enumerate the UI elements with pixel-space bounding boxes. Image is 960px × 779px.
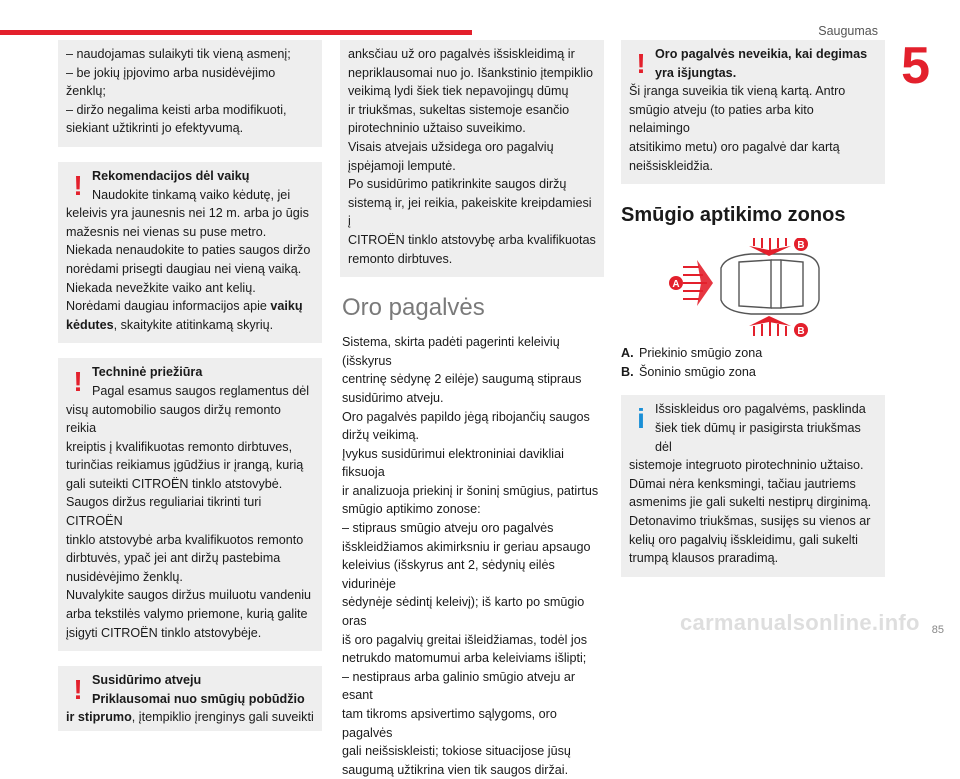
column-left	[58, 40, 322, 746]
text-line: Sistema, skirta padėti pagerinti keleivių (išskyrus	[342, 335, 560, 368]
column-right	[621, 40, 885, 592]
svg-text:B: B	[797, 326, 805, 338]
legend-item: B. Šoninio smūgio zona	[621, 364, 756, 379]
text-line: sistemoje integruoto pirotechninio užtaiso.	[629, 458, 864, 473]
text-line: šiek tiek dūmų ir pasigirsta triukšmas dėl	[655, 420, 861, 454]
text-line: Naudokite tinkamą vaiko kėdutę, jei	[92, 187, 291, 202]
chapter-number: 5	[901, 37, 930, 95]
warning-icon: !	[73, 674, 83, 706]
text-line: Įvykus susidūrimui elektroniniai davikliai fiksuoja	[342, 446, 564, 480]
pretensioner-box	[340, 40, 604, 277]
text-line: sistemą ir, jei reikia, pakeiskite kreipdamiesi į	[348, 195, 592, 229]
text-line: susidūrimo atveju.	[342, 390, 444, 405]
impact-zones-diagram	[621, 238, 885, 338]
side-impact-arrows-bottom	[749, 316, 791, 336]
text-line: įspėjamoji lemputė.	[348, 158, 456, 173]
text-line: nepriklausomai nuo jo. Išankstinio įtempiklio	[348, 65, 594, 80]
text-line: Po susidūrimo patikrinkite saugos diržų	[348, 177, 567, 192]
airbags-heading: Oro pagalvės	[342, 294, 485, 322]
text-line: gali suteikti CITROËN tinklo atstovybė.	[66, 476, 283, 491]
text-line: keleivis yra jaunesnis nei 12 m. arba jo ūgis	[66, 206, 309, 221]
text-line: Detonavimo triukšmas, susijęs su vienos ar	[629, 513, 871, 528]
text-line: ir stiprumo, įtempiklio įrenginys gali suveikti	[66, 710, 314, 725]
text-line: iš oro pagalvių greitai išleidžiamas, todėl jos	[342, 632, 588, 647]
text-line: – be jokių įpjovimo arba nusidėvėjimo ženklų;	[66, 65, 276, 99]
text-line: Išsiskleidus oro pagalvėms, pasklinda	[655, 402, 866, 417]
text-line: – diržo negalima keisti arba modifikuoti,	[66, 102, 287, 117]
text-line: asmenims jie gali sukelti nestiprų dirginimą.	[629, 495, 872, 510]
zone-legend	[621, 344, 885, 381]
svg-text:A: A	[672, 279, 680, 291]
text-line: – nestipraus arba galinio smūgio atveju ar esant	[342, 669, 576, 703]
text-line: centrinę sėdynę 2 eilėje) saugumą stipraus	[342, 372, 582, 387]
text-line: Niekada nenaudokite to paties saugos diržo	[66, 243, 311, 258]
section-title: Saugumas	[818, 24, 878, 38]
text-line: smūgio aptikimo zonose:	[342, 502, 481, 517]
text-line: kreiptis į kvalifikuotas remonto dirbtuves,	[66, 439, 293, 454]
text-line: CITROËN tinklo atstovybę arba kvalifikuotas	[348, 232, 596, 247]
text-line: saugumą užtikrina vien tik saugos diržai.	[342, 762, 569, 777]
text-line: Priklausomai nuo smūgių pobūdžio	[92, 691, 305, 706]
text-line: siekiant užtikrinti jo efektyvumą.	[66, 121, 244, 136]
info-icon: i	[637, 403, 645, 435]
text-line: norėdami prisegti daugiau nei vieną vaiką.	[66, 261, 302, 276]
text-line: Dūmai nėra kenksmingi, tačiau jautriems	[629, 476, 856, 491]
label-b-badge-bottom	[794, 323, 808, 337]
text-line: anksčiau už oro pagalvės išsiskleidimą ir	[348, 47, 575, 61]
text-line: keleivius (išskyrus ant 2, sėdynių eilės vidurinėje	[342, 558, 555, 591]
text-line: Visais atvejais užsidega oro pagalvių	[348, 139, 554, 154]
front-impact-arrows	[683, 260, 713, 306]
header-accent-bar	[0, 30, 472, 35]
text-line: visų automobilio saugos diržų remonto reikia	[66, 402, 281, 436]
text-line: Nuvalykite saugos diržus muiluotu vandeniu	[66, 588, 312, 603]
text-line: Pagal esamus saugos reglamentus dėl	[92, 383, 310, 398]
text-line: sėdynėje sėdintį keleivį); iš karto po smūgio oras	[342, 595, 585, 629]
airbags-body	[340, 333, 604, 779]
text-line: kėdutes, skaitykite atitinkamą skyrių.	[66, 317, 274, 332]
maintenance-warning-box	[58, 358, 322, 651]
text-line: remonto dirbtuves.	[348, 251, 453, 266]
column-middle	[340, 40, 604, 779]
label-b-badge-top	[794, 238, 808, 251]
text-line: netrukdo matomumui arba keleiviams išlipti;	[342, 651, 587, 666]
text-line: diržų veikimą.	[342, 428, 419, 443]
collision-warning-box	[58, 666, 322, 731]
text-line: Niekada nevežkite vaiko ant kelių.	[66, 280, 256, 295]
text-line: gali neišsiskleisti; tokiose situacijose jūsų	[342, 744, 571, 759]
seatbelt-conditions-box	[58, 40, 322, 147]
text-line: nusidėvėjimo ženklų.	[66, 569, 183, 584]
text-line: trumpą klausos praradimą.	[629, 551, 779, 566]
text-line: kelių oro pagalvių išskleidimu, gali sukelti	[629, 532, 858, 547]
text-line: turinčias reikiamus įgūdžius ir įrangą, kurią	[66, 458, 304, 473]
legend-item: A. Priekinio smūgio zona	[621, 346, 763, 361]
text-line: tam tikroms apsivertimo sąlygoms, oro pagalvės	[342, 707, 557, 740]
warning-title: yra išjungtas.	[655, 65, 737, 80]
text-line: atsitikimo metu) oro pagalvė dar kartą	[629, 139, 840, 154]
text-line: veikimą lydi šiek tiek nepavojingų dūmų	[348, 84, 569, 99]
warning-title: Rekomendacijos dėl vaikų	[92, 168, 250, 183]
svg-text:B: B	[797, 240, 805, 252]
warning-icon: !	[73, 366, 83, 398]
text-line: – naudojamas sulaikyti tik vieną asmenį;	[66, 47, 291, 61]
warning-title: Techninė priežiūra	[92, 365, 203, 380]
text-line: išskleidžiamos akimirksniu ir geriau apsaugo	[342, 539, 591, 554]
watermark: carmanualsonline.info	[680, 610, 920, 635]
text-line: smūgio atveju (to paties arba kito nelaimingo	[629, 102, 814, 136]
text-line: – stipraus smūgio atveju oro pagalvės	[342, 521, 554, 536]
warning-icon: !	[73, 169, 83, 201]
page-number: 85	[931, 624, 944, 637]
text-line: Saugos diržus reguliariai tikrinti turi CITROËN	[66, 495, 262, 529]
label-a-badge	[669, 276, 683, 290]
text-line: tinklo atstovybė arba kvalifikuotos remonto	[66, 532, 304, 547]
warning-title: Oro pagalvės neveikia, kai degimas	[655, 47, 868, 61]
text-line: Oro pagalvės papildo jėgą ribojančių saugos	[342, 409, 590, 424]
detection-zones-heading: Smūgio aptikimo zonos	[621, 204, 846, 227]
warning-icon: !	[636, 48, 646, 79]
smoke-info-box	[621, 395, 885, 576]
text-line: ir analizuoja priekinį ir šoninį smūgius, patirtus	[342, 483, 599, 498]
text-line: Norėdami daugiau informacijos apie vaikų	[66, 299, 303, 314]
text-line: dirbtuvės, ypač jei ant diržų pastebima	[66, 551, 281, 566]
text-line: mažesnis nei vienas su puse metro.	[66, 224, 267, 239]
children-warning-box	[58, 162, 322, 343]
text-line: neišsiskleidžia.	[629, 158, 713, 173]
airbag-ignition-warning-box	[621, 40, 885, 184]
text-line: ir triukšmas, sukeltas sistemoje esančio	[348, 102, 570, 117]
car-outline	[721, 254, 819, 314]
text-line: pirotechninio užtaiso suveikimo.	[348, 121, 526, 136]
warning-title: Susidūrimo atveju	[92, 673, 202, 688]
car-impact-zones-illustration	[621, 238, 885, 338]
text-line: įsigyti CITROËN tinklo atstovybėje.	[66, 625, 262, 640]
text-line: arba tekstilės valymo priemone, kurią galite	[66, 607, 308, 622]
text-line: Ši įranga suveikia tik vieną kartą. Antro	[629, 84, 846, 99]
